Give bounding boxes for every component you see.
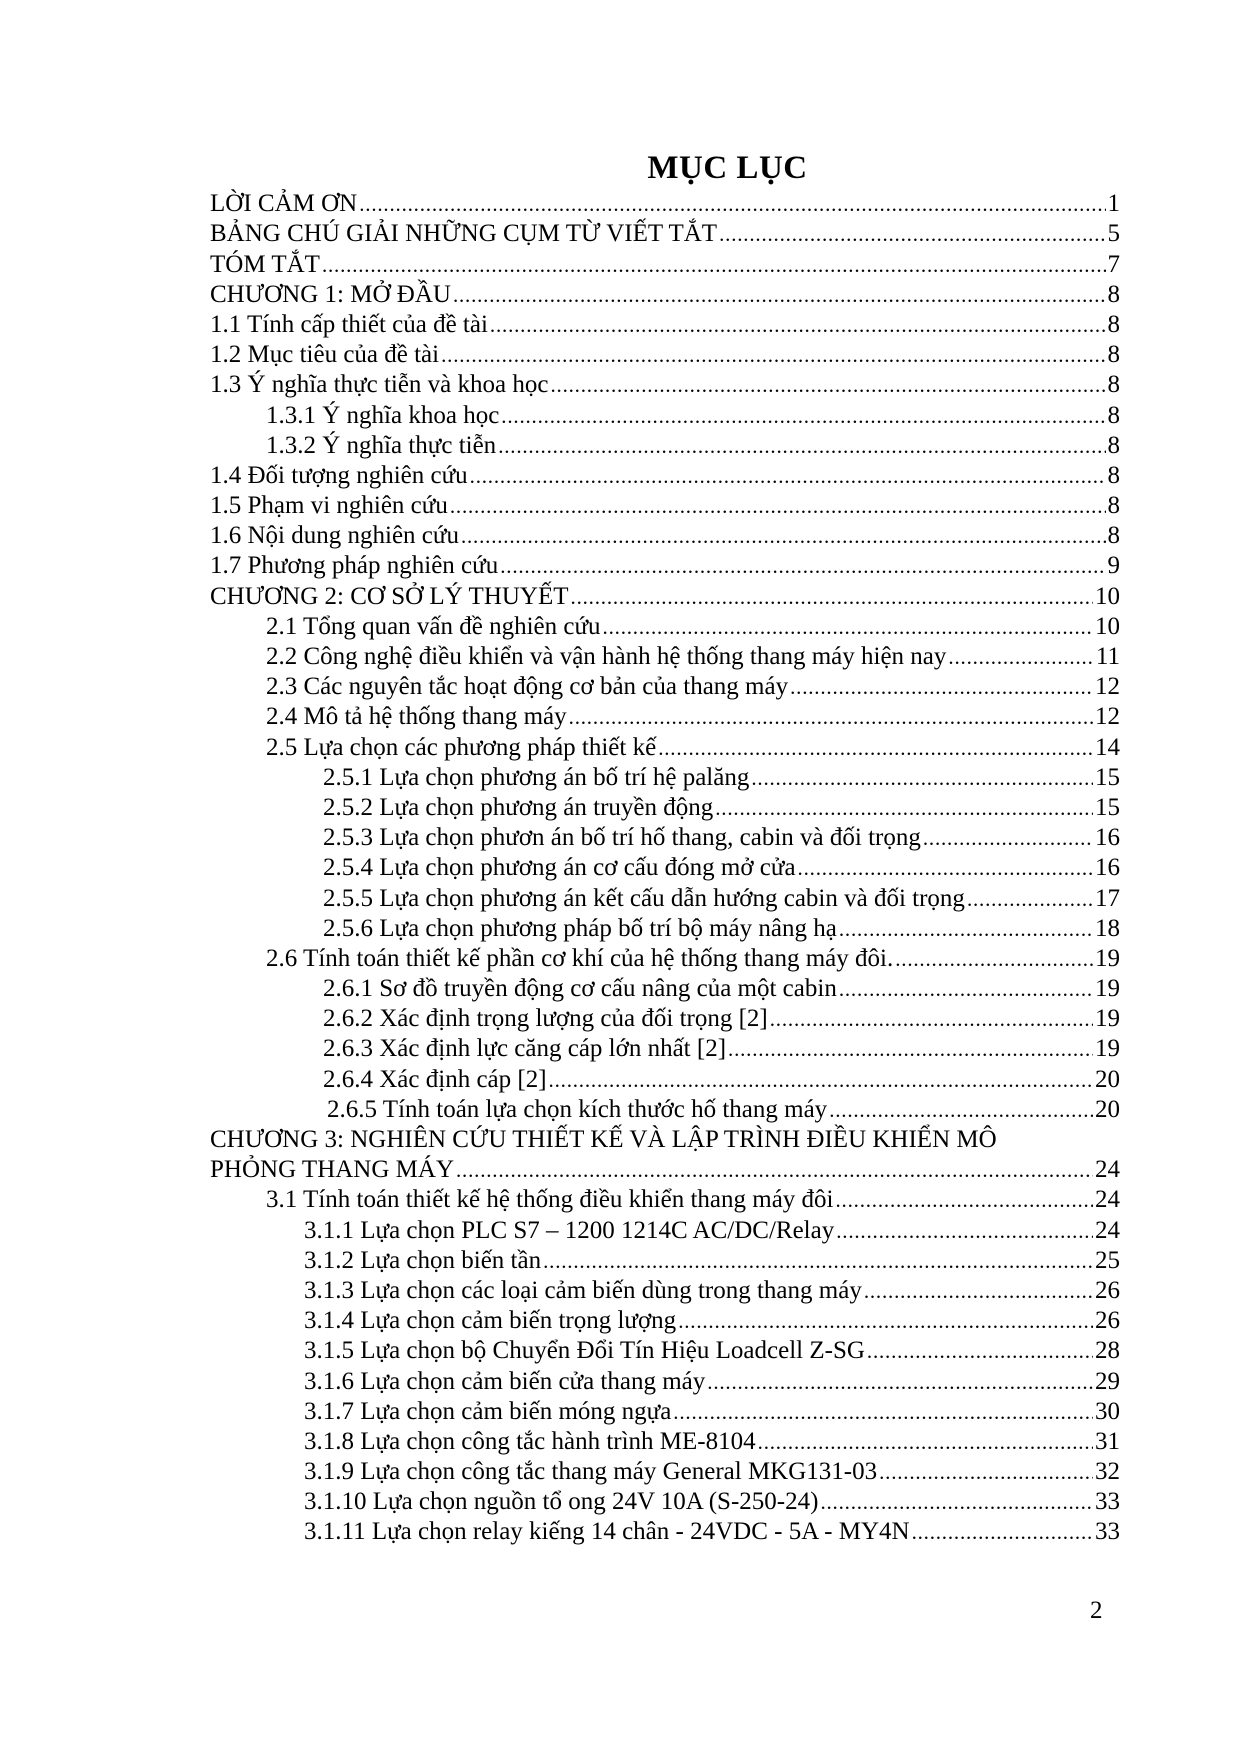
leader-dots [678,1307,1093,1335]
toc-entry[interactable] [210,1275,1120,1305]
toc-entry[interactable] [210,1154,1120,1184]
toc-entry[interactable] [210,399,1120,429]
toc-entry[interactable] [210,460,1120,490]
toc-entry[interactable] [210,762,1120,792]
leader-dots [490,311,1106,339]
toc-entry[interactable] [210,520,1120,550]
toc-entry-page: 19 [1095,975,1120,1003]
toc-entry-label: 2.3 Các nguyên tắc hoạt động cơ bản của thang máy [266,673,789,701]
toc-entry[interactable] [210,731,1120,761]
toc-entry-page: 1 [1107,190,1120,218]
toc-entry-page: 12 [1095,673,1120,701]
toc-entry-page: 8 [1107,431,1120,459]
toc-entry-label: 3.1.10 Lựa chọn nguồn tổ ong 24V 10A (S-250-24) [304,1488,819,1516]
toc-entry-label: 2.5.5 Lựa chọn phương án kết cấu dẫn hướng cabin và đối trọng [323,884,965,912]
toc-entry-label: 3.1.6 Lựa chọn cảm biến cửa thang máy [304,1367,706,1395]
leader-dots [441,341,1105,369]
leader-dots [550,371,1105,399]
toc-entry-label: TÓM TẮT [210,250,320,278]
leader-dots [470,462,1106,490]
toc-entry-label: 3.1.8 Lựa chọn công tắc hành trình ME-8104 [304,1427,756,1455]
toc-entry[interactable] [210,1456,1120,1486]
leader-dots [658,734,1093,762]
toc-entry-page: 8 [1107,310,1120,338]
leader-dots [798,854,1093,882]
toc-entry-label: 1.3 Ý nghĩa thực tiễn và khoa học [210,371,549,399]
toc-entry-page: 8 [1107,341,1120,369]
toc-entry[interactable] [210,1033,1120,1063]
toc-entry[interactable] [210,1335,1120,1365]
toc-entry[interactable] [210,248,1120,278]
toc-entry-label: 1.3.1 Ý nghĩa khoa học [266,401,500,429]
toc-entry-label: PHỎNG THANG MÁY [210,1156,454,1184]
toc-entry-page: 15 [1095,793,1120,821]
toc-entry-label: 1.6 Nội dung nghiên cứu [210,522,459,550]
toc-entry-label: 2.2 Công nghệ điều khiển và vận hành hệ thống thang máy hiện nay [266,643,947,670]
toc-entry-page: 25 [1095,1246,1120,1274]
leader-dots [948,643,1094,671]
leader-dots [839,915,1093,943]
leader-dots [569,703,1093,731]
toc-entry-label: 2.5.4 Lựa chọn phương án cơ cấu đóng mở cửa [323,854,796,882]
toc-entry-label: 3.1.3 Lựa chọn các loại cảm biến dùng trong thang máy [304,1276,862,1304]
toc-entry-label: 2.5.2 Lựa chọn phương án truyền động [323,793,714,821]
toc-entry-label: 1.4 Đối tượng nghiên cứu [210,461,468,489]
toc-entry[interactable] [210,339,1120,369]
page-number: 2 [1090,1597,1103,1624]
toc-entry[interactable] [210,913,1120,943]
toc-entry-page: 8 [1107,461,1120,489]
toc-entry-page: 10 [1095,582,1120,610]
leader-dots [322,251,1106,279]
toc-entry-page: 24 [1095,1186,1120,1214]
toc-entry-label: 1.2 Mục tiêu của đề tài [210,341,440,369]
leader-dots [707,1368,1093,1396]
leader-dots [715,794,1093,822]
toc-entry-label: 3.1.1 Lựa chọn PLC S7 – 1200 1214C AC/DC/Relay [304,1216,835,1244]
leader-dots [790,673,1093,701]
toc-entry-page: 20 [1095,1065,1120,1093]
leader-dots [501,402,1105,430]
toc-entry-page: 24 [1095,1216,1120,1244]
toc-entry-label: CHƯƠNG 2: CƠ SỞ LÝ THUYẾT [210,582,569,610]
toc-entry-page: 8 [1107,522,1120,550]
toc-entry-page: 16 [1095,854,1120,882]
leader-dots [839,975,1093,1003]
toc-entry[interactable] [210,1063,1120,1093]
toc-entry-page: 15 [1095,763,1120,791]
toc-entry-label: CHƯƠNG 1: MỞ ĐẦU [210,280,451,308]
toc-entry[interactable] [210,701,1120,731]
toc-entry-label: 2.5.1 Lựa chọn phương án bố trí hệ palăng [323,763,750,791]
toc-entry-page: 28 [1095,1337,1120,1365]
toc-entry[interactable] [210,1094,1120,1124]
toc-entry-page: 29 [1095,1367,1120,1395]
toc-entry-page: 7 [1107,250,1120,278]
leader-dots [751,764,1093,792]
toc-entry-page: 20 [1095,1095,1120,1123]
leader-dots [359,190,1105,218]
toc-entry-page: 19 [1095,944,1120,972]
toc-entry[interactable] [210,641,1120,671]
toc-entry-label: 2.4 Mô tả hệ thống thang máy [266,703,567,731]
leader-dots [820,1488,1093,1516]
toc-entry-wrapped-line[interactable] [210,1124,1120,1154]
toc-entry-label: 2.6.4 Xác định cáp [2] [323,1065,547,1093]
toc-entry[interactable] [210,218,1120,248]
toc-entry[interactable] [210,1486,1120,1516]
leader-dots [719,220,1105,248]
toc-entry-page: 18 [1095,914,1120,942]
toc-entry[interactable] [210,943,1120,973]
toc-entry-label: 3.1.11 Lựa chọn relay kiếng 14 chân - 24VDC - 5A - MY4N [304,1518,910,1546]
toc-entry-page: 9 [1107,552,1120,580]
leader-dots [549,1066,1093,1094]
toc-entry-page: 26 [1095,1307,1120,1335]
toc-entry[interactable] [210,882,1120,912]
toc-entry-page: 16 [1095,824,1120,852]
toc-entry-label: 1.7 Phương pháp nghiên cứu [210,552,499,580]
toc-entry[interactable] [210,852,1120,882]
toc-entry-label: 2.5.3 Lựa chọn phươn án bố trí hố thang, cabin và đối trọng [323,824,921,852]
toc-entry-page: 5 [1107,220,1120,248]
toc-entry-page: 31 [1095,1427,1120,1455]
toc-entry[interactable] [210,309,1120,339]
toc-entry-label: 2.6.1 Sơ đồ truyền động cơ cấu nâng của một cabin [323,975,837,1003]
toc-entry-label: 3.1.7 Lựa chọn cảm biến móng ngựa [304,1397,672,1425]
toc-entry-label: 2.1 Tổng quan vấn đề nghiên cứu [266,612,601,640]
toc-entry-label: 3.1.9 Lựa chọn công tắc thang máy General MKG131-03 [304,1458,878,1486]
toc-entry-label: 2.6.5 Tính toán lựa chọn kích thước hố thang máy [327,1095,828,1123]
toc-entry-page: 19 [1095,1005,1120,1033]
toc-entry-label: BẢNG CHÚ GIẢI NHỮNG CỤM TỪ VIẾT TẮT [210,220,718,248]
toc-entry-label: 2.6.2 Xác định trọng lượng của đối trọng [2] [323,1005,768,1033]
toc-entry-page: 14 [1095,733,1120,761]
leader-dots [571,583,1093,611]
leader-dots [864,1277,1093,1305]
toc-entry-page: 30 [1095,1397,1120,1425]
toc-entry-label: 1.1 Tính cấp thiết của đề tài [210,310,488,338]
leader-dots [967,885,1093,913]
leader-dots [836,1186,1094,1214]
toc-entry-label: LỜI CẢM ƠN [210,190,358,218]
table-of-contents [210,188,1120,1546]
toc-entry[interactable] [210,1245,1120,1275]
toc-entry[interactable] [210,580,1120,610]
toc-entry[interactable] [210,490,1120,520]
toc-entry-page: 19 [1095,1035,1120,1063]
leader-dots [879,1458,1093,1486]
toc-entry-label: 2.5.6 Lựa chọn phương pháp bố trí bộ máy nâng hạ [323,914,837,942]
toc-entry-page: 8 [1107,401,1120,429]
toc-entry[interactable] [210,188,1120,218]
leader-dots [461,522,1106,550]
toc-entry-label-line1: CHƯƠNG 3: NGHIÊN CỨU THIẾT KẾ VÀ LẬP TRÌNH ĐIỀU KHIỂN MÔ [210,1126,997,1153]
toc-entry[interactable] [210,1003,1120,1033]
leader-dots [867,1337,1093,1365]
toc-entry-label: 2.5 Lựa chọn các phương pháp thiết kế [266,733,657,761]
toc-entry-label: 2.6 Tính toán thiết kế phần cơ khí của hệ thống thang máy đôi. [266,944,894,972]
toc-entry-page: 33 [1095,1518,1120,1546]
leader-dots [728,1035,1093,1063]
toc-entry-page: 33 [1095,1488,1120,1516]
toc-entry-page: 24 [1095,1156,1120,1184]
leader-dots [456,1156,1093,1184]
toc-entry-label: 3.1 Tính toán thiết kế hệ thống điều khiển thang máy đôi [266,1186,834,1214]
toc-entry-page: 12 [1095,703,1120,731]
toc-entry-label: 3.1.2 Lựa chọn biến tần [304,1246,542,1274]
toc-entry-label: 3.1.4 Lựa chọn cảm biến trọng lượng [304,1307,677,1335]
toc-entry-page: 17 [1095,884,1120,912]
leader-dots [829,1096,1093,1124]
toc-entry-page: 8 [1107,371,1120,399]
toc-entry[interactable] [210,822,1120,852]
toc-entry[interactable] [210,1184,1120,1214]
toc-entry[interactable] [210,973,1120,1003]
toc-entry-page: 8 [1107,280,1120,308]
toc-entry-page: 32 [1095,1458,1120,1486]
toc-entry[interactable] [210,792,1120,822]
leader-dots [895,945,1093,973]
leader-dots [673,1398,1093,1426]
toc-entry-label: 3.1.5 Lựa chọn bộ Chuyển Đổi Tín Hiệu Loadcell Z-SG [304,1337,865,1365]
leader-dots [770,1005,1093,1033]
toc-entry[interactable] [210,1516,1120,1546]
toc-entry[interactable] [210,430,1120,460]
leader-dots [758,1428,1093,1456]
toc-entry[interactable] [210,550,1120,580]
leader-dots [603,613,1093,641]
toc-entry-page: 8 [1107,492,1120,520]
toc-entry-label: 1.3.2 Ý nghĩa thực tiễn [266,431,497,459]
toc-entry[interactable] [210,1426,1120,1456]
leader-dots [453,281,1106,309]
toc-entry-page: 26 [1095,1276,1120,1304]
leader-dots [836,1217,1093,1245]
leader-dots [912,1518,1093,1546]
leader-dots [543,1247,1093,1275]
toc-entry-page: 10 [1095,612,1120,640]
toc-entry[interactable] [210,1365,1120,1395]
toc-entry[interactable] [210,279,1120,309]
toc-entry[interactable] [210,611,1120,641]
page-title: MỤC LỤC [647,150,808,186]
leader-dots [923,824,1093,852]
toc-entry[interactable] [210,369,1120,399]
toc-entry-label: 1.5 Phạm vi nghiên cứu [210,492,448,520]
leader-dots [498,432,1105,460]
toc-entry[interactable] [210,1396,1120,1426]
toc-entry-label: 2.6.3 Xác định lực căng cáp lớn nhất [2] [323,1035,727,1063]
toc-entry[interactable] [210,1305,1120,1335]
toc-entry-page: 11 [1095,643,1120,670]
leader-dots [450,492,1106,520]
toc-entry[interactable] [210,1214,1120,1244]
leader-dots [500,552,1105,580]
toc-entry[interactable] [210,671,1120,701]
